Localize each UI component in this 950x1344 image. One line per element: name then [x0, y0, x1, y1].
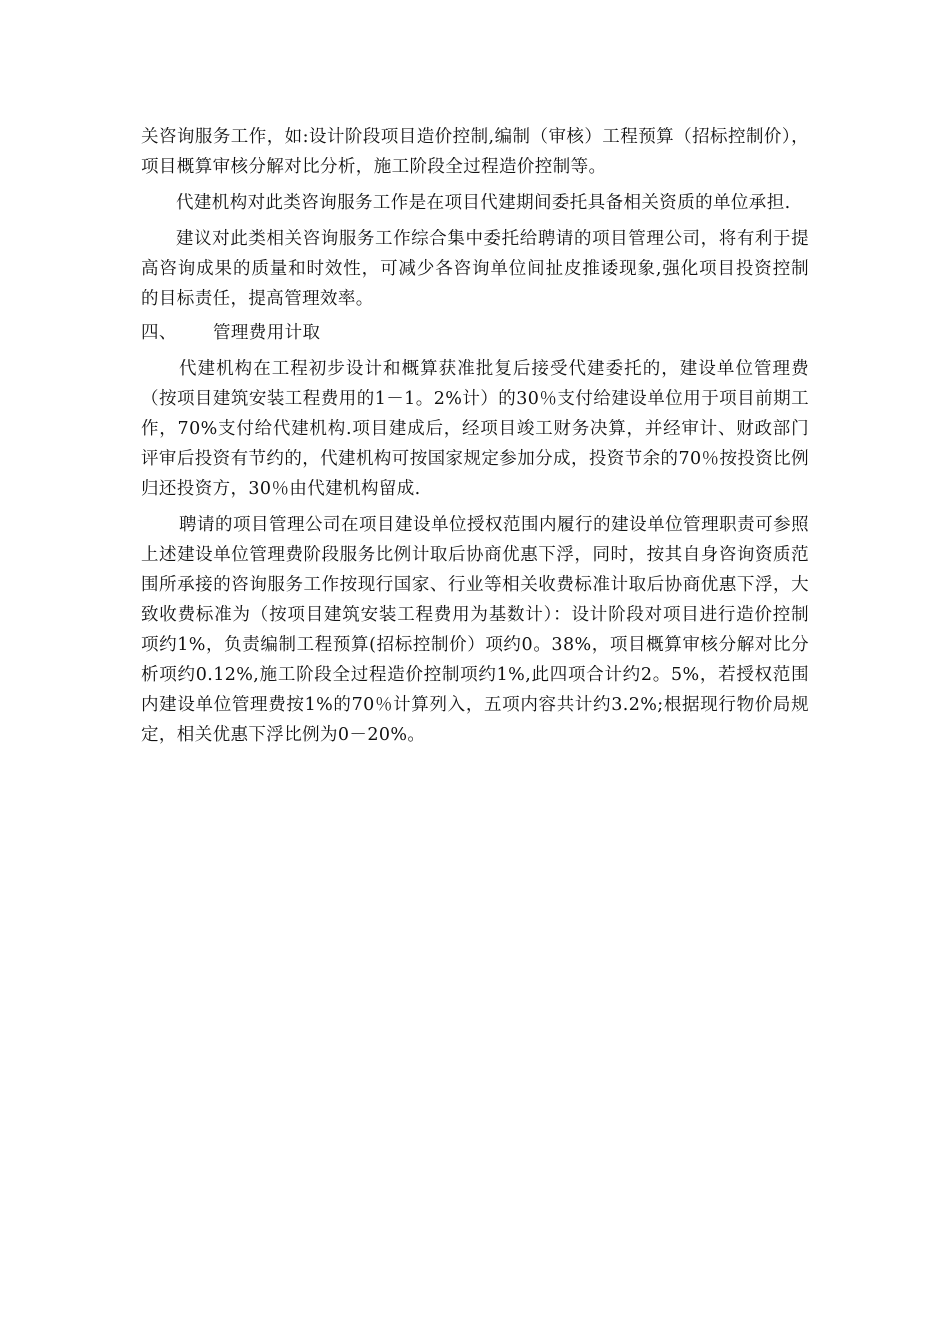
document-body [141, 122, 809, 750]
section-number: 四、 [141, 323, 177, 343]
paragraph-recommendation: 建议对此类相关咨询服务工作综合集中委托给聘请的项目管理公司，将有利于提高咨询成果的质量和时效性，可减少各咨询单位间扯皮推诿现象,强化项目投资控制的目标责任，提高管理效率。 [141, 229, 809, 309]
paragraph-management-fee: 代建机构在工程初步设计和概算获准批复后接受代建委托的，建设单位管理费（按项目建筑安装工程费用的1－1。2%计）的30％支付给建设单位用于项目前期工作，70%支付给代建机构.项目建成后，经项目竣工财务决算，并经审计、财政部门评审后投资有节约的，代建机构可按国家规定参加分成，投资节余的70％按投资比例归还投资方，30％由代建机构留成. [141, 359, 809, 499]
paragraph-fee-standard: 聘请的项目管理公司在项目建设单位授权范围内履行的建设单位管理职责可参照上述建设单位管理费阶段服务比例计取后协商优惠下浮，同时，按其自身咨询资质范围所承接的咨询服务工作按现行国家、行业等相关收费标准计取后协商优惠下浮，大致收费标准为（按项目建筑安装工程费用为基数计）：设计阶段对项目进行造价控制项约1%，负责编制工程预算(招标控制价）项约0。38%，项目概算审核分解对比分析项约0.12%,施工阶段全过程造价控制项约1%,此四项合计约2。5%，若授权范围内建设单位管理费按1%的70％计算列入，五项内容共计约3.2%;根据现行物价局规定，相关优惠下浮比例为0－20%。 [141, 515, 809, 745]
section-title: 管理费用计取 [213, 323, 321, 343]
paragraph-consulting-services: 关咨询服务工作，如:设计阶段项目造价控制,编制（审核）工程预算（招标控制价），项目概算审核分解对比分析，施工阶段全过程造价控制等。 [141, 127, 809, 177]
section-heading [141, 318, 809, 348]
paragraph-agent-delegation: 代建机构对此类咨询服务工作是在项目代建期间委托具备相关资质的单位承担. [176, 193, 791, 213]
